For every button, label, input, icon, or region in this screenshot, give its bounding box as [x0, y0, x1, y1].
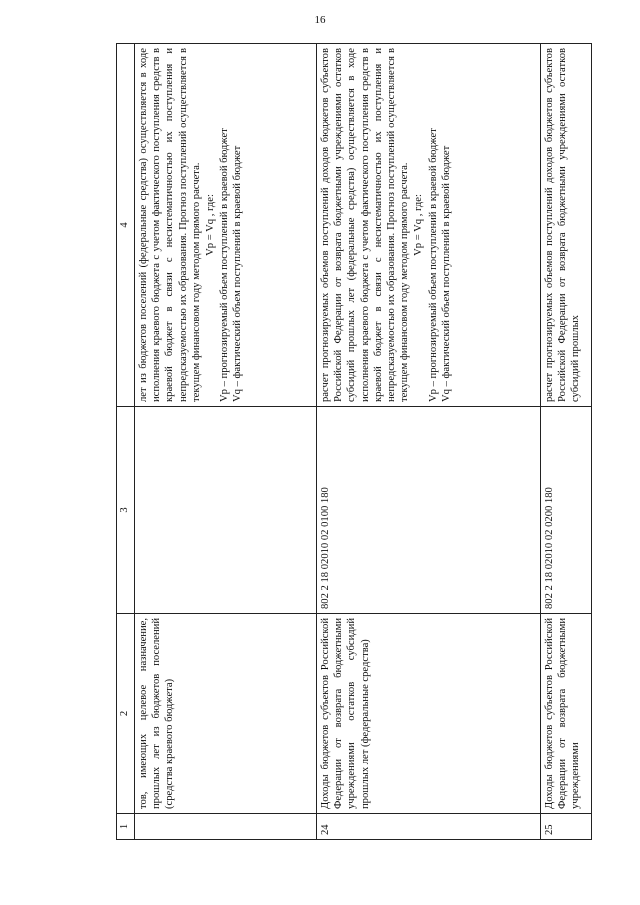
row-number	[135, 814, 317, 840]
formula: Vp = Vq , где:	[205, 194, 217, 256]
table-row	[135, 44, 317, 840]
header-col-1: 1	[117, 814, 135, 840]
revenue-name: тов, имеющих целевое назначение, прошлых лет из бюджетов поселений (средства краевого бюджета)	[135, 614, 317, 814]
vp-definition: Vp – прогнозируемый объем поступлений в краевой бюджет	[427, 128, 439, 402]
method-text: расчет прогнозируемых объемов поступлений доходов бюджетов субъектов Российской Федерации от возврата бюджетными учреждениями остатков субсидий прошлых лет (федеральные средства) осуществляется в ходе исполнения краевого бюджета с учетом фактического поступления средств в краевой бюджет в связи с несистематичностью их поступления и непредсказуемостью их образования. Прогноз поступлений осуществляется в текущем финансовом году методом прямого расчета.	[320, 48, 411, 402]
vq-definition: Vq – фактический объем поступлений в краевой бюджет	[232, 145, 244, 402]
row-number: 24	[317, 814, 541, 840]
row-number: 25	[541, 814, 592, 840]
rotated-table-container	[116, 44, 592, 840]
header-col-2: 2	[117, 614, 135, 814]
vq-definition: Vq – фактический объем поступлений в краевой бюджет	[440, 145, 452, 402]
table-row	[541, 44, 592, 840]
vp-definition: Vp – прогнозируемый объем поступлений в краевой бюджет	[219, 128, 231, 402]
budget-code: 802 2 18 02010 02 0100 180	[317, 407, 541, 614]
calculation-method	[541, 44, 592, 407]
budget-code	[135, 407, 317, 614]
table-row	[317, 44, 541, 840]
calculation-method	[317, 44, 541, 407]
page-number: 16	[314, 14, 326, 26]
calculation-method	[135, 44, 317, 407]
method-text: лет из бюджетов поселений (федеральные средства) осуществляется в ходе исполнения краевого бюджета с учетом фактического поступления средств в краевой бюджет в связи с несистематичностью их поступления и непредсказуемостью их образования. Прогноз поступлений осуществляется в текущем финансовом году методом прямого расчета.	[138, 48, 202, 402]
header-col-4: 4	[117, 44, 135, 407]
revenue-name: Доходы бюджетов субъектов Российской Федерации от возврата бюджетными учреждениями	[541, 614, 592, 814]
formula: Vp = Vq , где:	[413, 194, 425, 256]
header-col-3: 3	[117, 407, 135, 614]
table-header-row	[117, 44, 135, 840]
method-text: расчет прогнозируемых объемов поступлений доходов бюджетов субъектов Российской Федерации от возврата бюджетными учреждениями остатков субсидий прошлых	[544, 48, 582, 402]
budget-code: 802 2 18 02010 02 0200 180	[541, 407, 592, 614]
revenue-name: Доходы бюджетов субъектов Российской Федерации от возврата бюджетными учреждениями остатков субсидий прошлых лет (федеральные средства)	[317, 614, 541, 814]
revenue-forecast-table	[116, 43, 592, 840]
